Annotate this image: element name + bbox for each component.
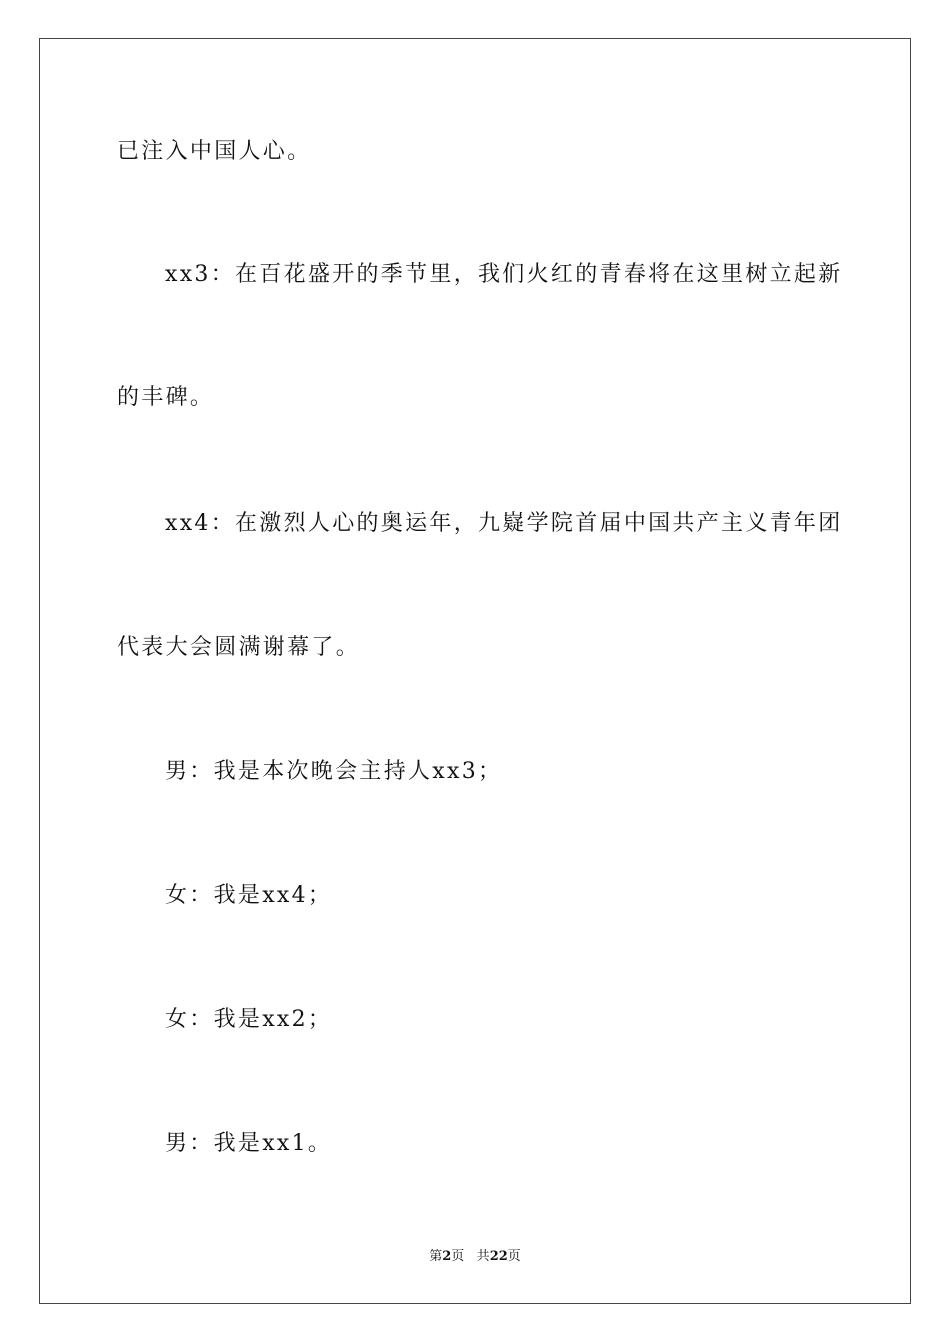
footer-total-prefix: 共 — [476, 1249, 490, 1264]
page-footer — [0, 1248, 950, 1266]
body-line-8: 女：我是xx2； — [165, 1007, 333, 1032]
footer-page-total: 22 — [489, 1249, 508, 1264]
body-line-3: 的丰碑。 — [117, 385, 215, 410]
body-line-6: 男：我是本次晚会主持人xx3； — [165, 759, 503, 784]
footer-page-suffix: 页 — [451, 1249, 465, 1264]
body-line-2: xx3：在百花盛开的季节里，我们火红的青春将在这里树立起新 — [165, 262, 843, 287]
page-frame — [39, 38, 911, 1304]
body-line-9: 男：我是xx1。 — [165, 1131, 333, 1156]
footer-page-current: 2 — [442, 1249, 452, 1264]
body-line-4: xx4：在激烈人心的奥运年，九嶷学院首届中国共产主义青年团 — [165, 511, 843, 536]
body-line-5: 代表大会圆满谢幕了。 — [117, 635, 361, 660]
body-line-7: 女：我是xx4； — [165, 883, 333, 908]
footer-page-prefix: 第 — [429, 1249, 443, 1264]
footer-total-suffix: 页 — [507, 1249, 521, 1264]
body-line-1: 已注入中国人心。 — [117, 139, 312, 164]
